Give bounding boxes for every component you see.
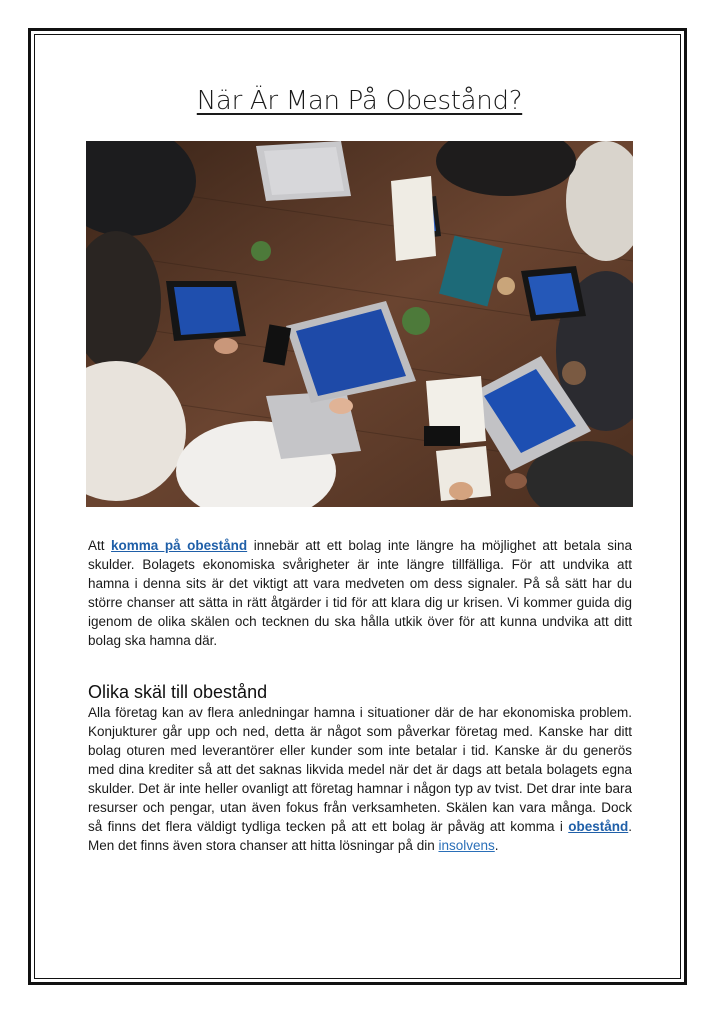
komma-pa-obestand-link[interactable]: komma på obestånd — [111, 538, 248, 553]
intro-text-start: Att — [88, 538, 112, 553]
section-text-start: Alla företag kan av flera anledningar hamna i situationer där de har ekonomiska problem. Konjukturer går upp och ned, detta är något som påverkar företag med. Kanske har ditt bolag oturen med leverantörer eller kunder som inte betalar i tid. Kanske är du generös med dina krediter så att det saknas likvida medel när det är dags att betala bolagets egna skulder. Det är inte heller ovanligt att företag hamnar i någon typ av tvist. Det drar inte bara resurser och pengar, utan även fokus från verksamheten. Skälen kan vara många. Dock så finns det flera väldigt tydliga tecken på att ett bolag är påväg att komma i — [88, 705, 632, 834]
section-text-middle: . Men det finns även stora chanser att hitta lösningar på din — [88, 819, 632, 853]
hero-photo — [86, 141, 633, 507]
section-heading: Olika skäl till obestånd — [88, 682, 268, 702]
obestand-link[interactable]: obestånd — [568, 819, 629, 834]
section-paragraph — [88, 703, 632, 855]
section-text-end: . — [494, 838, 499, 853]
intro-paragraph — [88, 536, 632, 650]
insolvens-link[interactable]: insolvens — [438, 838, 495, 853]
page-title: När Är Man På Obestånd? — [196, 86, 523, 116]
intro-text-rest: innebär att ett bolag inte längre ha möjlighet att betala sina skulder. Bolagets ekonomiska svårigheter är inte längre tillfälliga. För att undvika att hamna i denna sits är det viktigt att vara medveten om dess signaler. På så sätt har du större chanser att sätta in rätt åtgärder i tid för att klara dig ur krisen. Vi kommer guida dig igenom de olika skälen och tecknen du ska hålla utkik över för att kunna undvika att ditt bolag ska hamna där. — [88, 538, 632, 648]
